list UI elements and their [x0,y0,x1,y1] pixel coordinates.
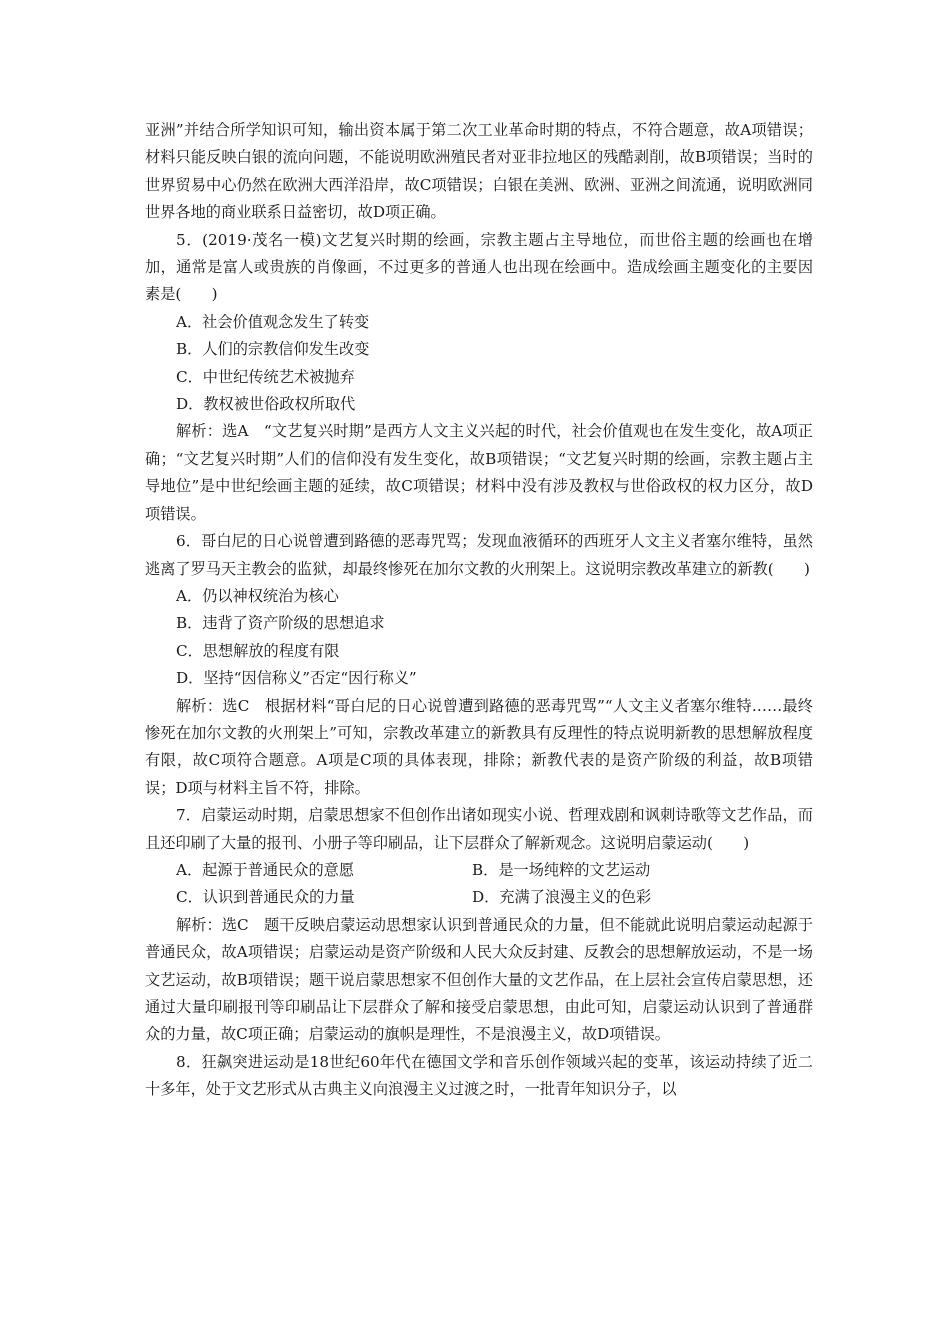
q7-options-row-2 [145,884,813,911]
question-6 [145,528,813,802]
q5-option-a: A．社会价值观念发生了转变 [176,312,370,331]
q7-options-row-1 [145,857,813,884]
question-8 [145,1049,813,1104]
q6-option-b: B．违背了资产阶级的思想追求 [176,614,385,633]
q7-option-b: B．是一场纯粹的文艺运动 [472,860,651,879]
question-7 [145,802,813,1049]
q7-option-a: A．起源于普通民众的意愿 [176,860,355,879]
q6-analysis: 解析：选C 根据材料“哥白尼的日心说曾遭到路德的恶毒咒骂”“人文主义者塞尔维特……最终惨死在加尔文教的火刑架上”可知，宗教改革建立的新教具有反理性的特点说明新教的思想解放程度有限，故C项符合题意。A项是C项的具体表现，排除；新教代表的是资产阶级的利益，故B项错误；D项与材料主旨不符，排除。 [145,696,813,797]
q8-stem: 8．狂飙突进运动是18世纪60年代在德国文学和音乐创作领域兴起的变革，该运动持续了近二十多年，处于文艺形式从古典主义向浪漫主义过渡之时，一批青年知识分子，以 [145,1052,813,1099]
q4-analysis-tail: 亚洲”并结合所学知识可知，输出资本属于第二次工业革命时期的特点，不符合题意，故A项错误；材料只能反映白银的流向问题，不能说明欧洲殖民者对亚非拉地区的残酷剥削，故B项错误；当时的世界贸易中心仍然在欧洲大西洋沿岸，故C项错误；白银在美洲、欧洲、亚洲之间流通，说明欧洲同世界各地的商业联系日益密切，故D项正确。 [145,121,813,222]
q6-stem: 6．哥白尼的日心说曾遭到路德的恶毒咒骂；发现血液循环的西班牙人文主义者塞尔维特，虽然逃离了罗马天主教会的监狱，却最终惨死在加尔文教的火刑架上。这说明宗教改革建立的新教( ) [145,532,813,578]
q5-option-c: C．中世纪传统艺术被抛弃 [176,367,355,386]
q5-analysis: 解析：选A “文艺复兴时期”是西方人文主义兴起的时代，社会价值观也在发生变化，故A项正确；“文艺复兴时期”人们的信仰没有发生变化，故B项错误；“文艺复兴时期的绘画，宗教主题占主导地位”是中世纪绘画主题的延续，故C项错误；材料中没有涉及教权与世俗政权的权力区分，故D项错误。 [145,422,813,523]
q6-option-d: D．坚持“因信称义”否定“因行称义” [176,669,417,688]
document-page [145,117,813,1104]
q5-stem: 5．(2019·茂名一模)文艺复兴时期的绘画，宗教主题占主导地位，而世俗主题的绘画也在增加，通常是富人或贵族的肖像画，不过更多的普通人也出现在绘画中。造成绘画主题变化的主要因素是( ) [145,230,813,304]
q6-option-a: A．仍以神权统治为核心 [176,586,339,605]
q7-analysis: 解析：选C 题干反映启蒙运动思想家认识到普通民众的力量，但不能就此说明启蒙运动起源于普通民众，故A项错误；启蒙运动是资产阶级和人民大众反封建、反教会的思想解放运动，不是一场文艺运动，故B项错误；题干说启蒙思想家不但创作大量的文艺作品，在上层社会宣传启蒙思想，还通过大量印刷报刊等印刷品让下层群众了解和接受启蒙思想，由此可知，启蒙运动认识到了普通群众的力量，故C项正确；启蒙运动的旗帜是理性，不是浪漫主义，故D项错误。 [145,915,813,1044]
question-5 [145,227,813,528]
q5-option-b: B．人们的宗教信仰发生改变 [176,340,370,359]
q5-option-d: D．教权被世俗政权所取代 [176,395,356,414]
q7-option-d: D．充满了浪漫主义的色彩 [472,888,652,907]
q7-stem: 7．启蒙运动时期，启蒙思想家不但创作出诸如现实小说、哲理戏剧和讽刺诗歌等文艺作品，而且还印刷了大量的报刊、小册子等印刷品，让下层群众了解新观念。这说明启蒙运动( ) [145,806,813,852]
q7-option-c: C．认识到普通民众的力量 [176,888,355,907]
q6-option-c: C．思想解放的程度有限 [176,641,340,660]
